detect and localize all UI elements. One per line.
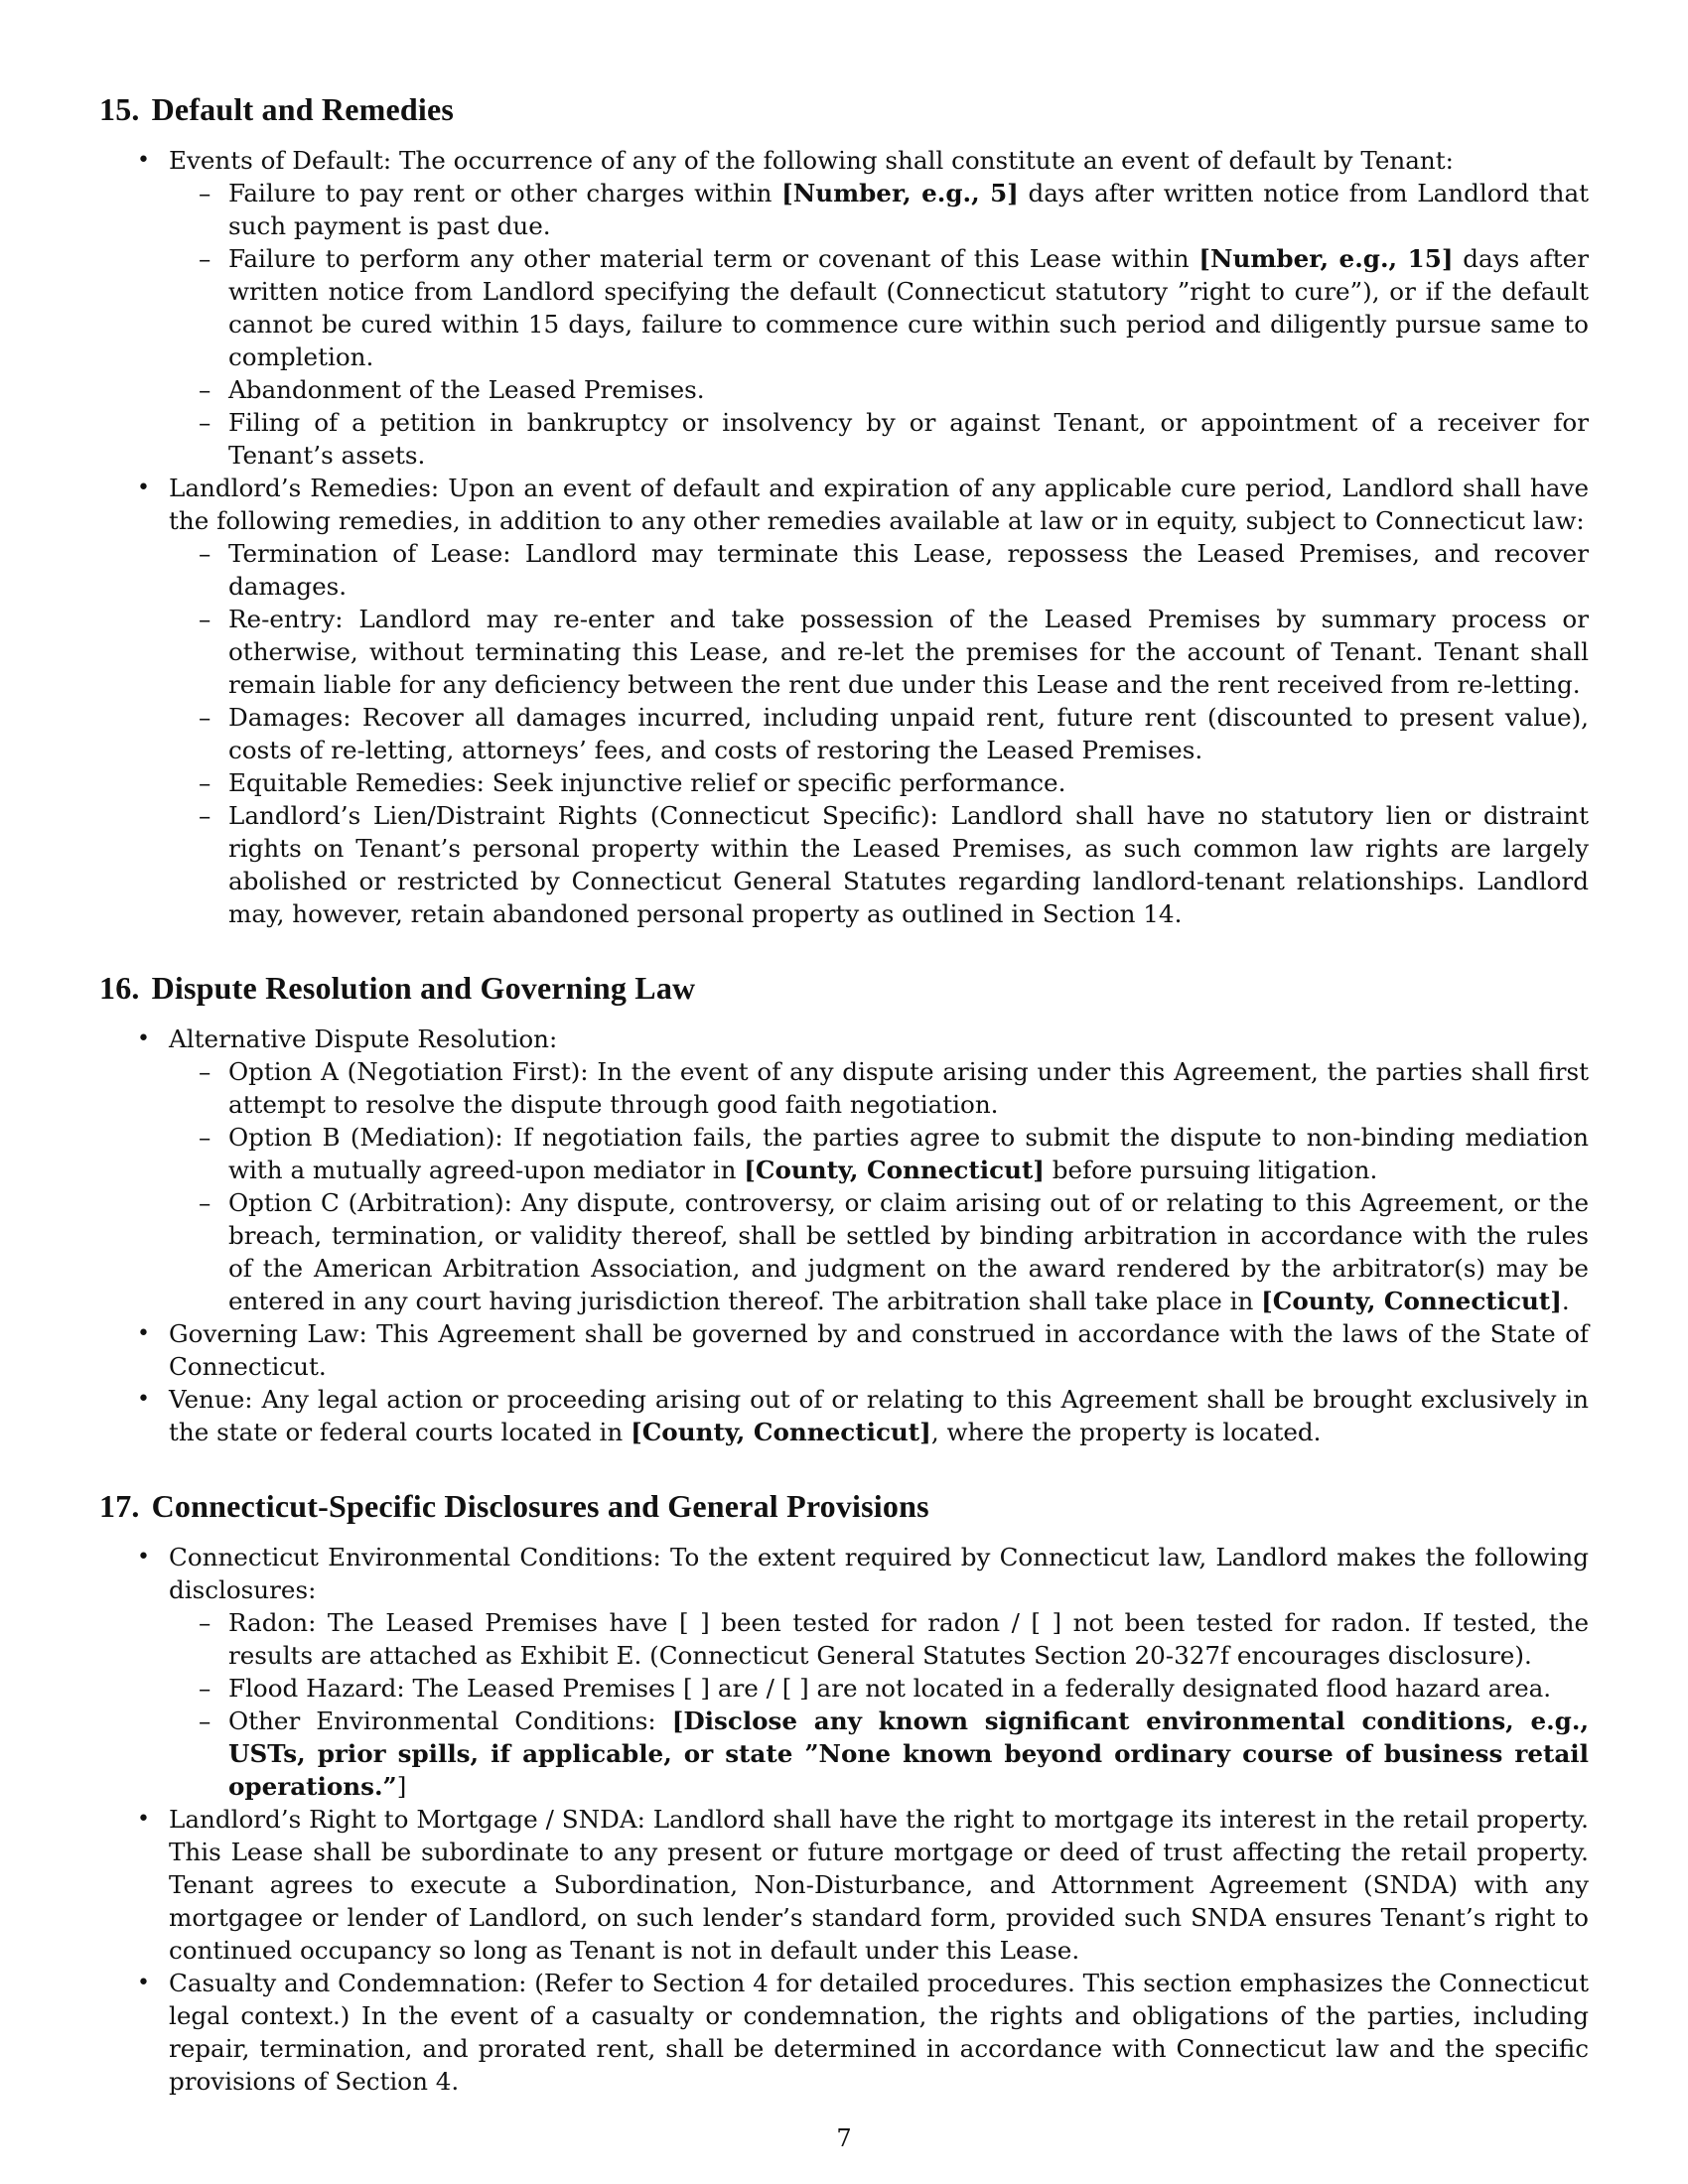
section-16 — [99, 970, 1589, 1448]
sub-list-item: – Option A (Negotiation First): In the event of any dispute arising under this Agreement, the parties shall first attempt to resolve the dispute through good faith negotiation. — [169, 1055, 1589, 1121]
list-item: • Connecticut Environmental Conditions: To the extent required by Connecticut law, Landlord makes the following disclosures: – Radon: The Leased Premises have [ ] been tested for radon / [ ] not been tested for radon. If tested, the results are attached as Exhibit E. (Connecticut General Statutes Section 20-327f encourages disclosure). – Flood Hazard: The Leased Premises [ ] are / [ ] are not located in a federally designated flood hazard area. – Other Environmental Conditions: [Disclose any known significant environmental conditions, e.g., USTs, prior spills, if applicable, or state ”None known beyond ordinary course of business retail operations.”] — [99, 1541, 1589, 1803]
list-item: • Events of Default: The occurrence of any of the following shall constitute an event of default by Tenant: – Failure to pay rent or other charges within [Number, e.g., 5] days after written notice from Landlord that such payment is past due. – Failure to perform any other material term or covenant of this Lease within [Number, e.g., 15] days after written notice from Landlord specifying the default (Connecticut statutory ”right to cure”), or if the default cannot be cured within 15 days, failure to commence cure within such period and diligently pursue same to completion. – Abandonment of the Leased Premises. – Filing of a petition in bankruptcy or insolvency by or against Tenant, or appointment of a receiver for Tenant’s assets. — [99, 144, 1589, 472]
list-item: • Casualty and Condemnation: (Refer to Section 4 for detailed procedures. This section emphasizes the Connecticut legal context.) In the event of a casualty or condemnation, the rights and obligations of the parties, including repair, termination, and prorated rent, shall be determined in accordance with Connecticut law and the specific provisions of Section 4. — [99, 1967, 1589, 2098]
sub-list-item: – Termination of Lease: Landlord may terminate this Lease, repossess the Leased Premises, and recover damages. — [169, 537, 1589, 603]
sub-list-item: – Option B (Mediation): If negotiation fails, the parties agree to submit the dispute to non-binding mediation with a mutually agreed-upon mediator in [County, Connecticut] before pursuing litigation. — [169, 1121, 1589, 1186]
sub-list-item: – Damages: Recover all damages incurred, including unpaid rent, future rent (discounted to present value), costs of re-letting, attorneys’ fees, and costs of restoring the Leased Premises. — [169, 701, 1589, 766]
section-heading: 15. Default and Remedies — [99, 91, 455, 127]
sub-list-item: – Failure to perform any other material term or covenant of this Lease within [Number, e.g., 15] days after written notice from Landlord specifying the default (Connecticut statutory ”right to cure”), or if the default cannot be cured within 15 days, failure to commence cure within such period and diligently pursue same to completion. — [169, 242, 1589, 373]
list-item: • Alternative Dispute Resolution: – Option A (Negotiation First): In the event of any dispute arising under this Agreement, the parties shall first attempt to resolve the dispute through good faith negotiation. – Option B (Mediation): If negotiation fails, the parties agree to submit the dispute to non-binding mediation with a mutually agreed-upon mediator in [County, Connecticut] before pursuing litigation. – Option C (Arbitration): Any dispute, controversy, or claim arising out of or relating to this Agreement, or the breach, termination, or validity thereof, shall be settled by binding arbitration in accordance with the rules of the American Arbitration Association, and judgment on the award rendered by the arbitrator(s) may be entered in any court having jurisdiction thereof. The arbitration shall take place in [County, Connecticut]. — [99, 1023, 1589, 1317]
sub-list-item: – Option C (Arbitration): Any dispute, controversy, or claim arising out of or relating to this Agreement, or the breach, termination, or validity thereof, shall be settled by binding arbitration in accordance with the rules of the American Arbitration Association, and judgment on the award rendered by the arbitrator(s) may be entered in any court having jurisdiction thereof. The arbitration shall take place in [County, Connecticut]. — [169, 1186, 1589, 1317]
sub-list-item: – Landlord’s Lien/Distraint Rights (Connecticut Specific): Landlord shall have no statutory lien or distraint rights on Tenant’s personal property within the Leased Premises, as such common law rights are largely abolished or restricted by Connecticut General Statutes regarding landlord-tenant relationships. Landlord may, however, retain abandoned personal property as outlined in Section 14. — [169, 799, 1589, 930]
sub-list-item: – Flood Hazard: The Leased Premises [ ] are / [ ] are not located in a federally designated flood hazard area. — [169, 1672, 1589, 1705]
sub-list-item: – Equitable Remedies: Seek injunctive relief or specific performance. — [169, 766, 1589, 799]
sub-list-item: – Filing of a petition in bankruptcy or insolvency by or against Tenant, or appointment of a receiver for Tenant’s assets. — [169, 406, 1589, 472]
sub-list-item: – Re-entry: Landlord may re-enter and take possession of the Leased Premises by summary process or otherwise, without terminating this Lease, and re-let the premises for the account of Tenant. Tenant shall remain liable for any deficiency between the rent due under this Lease and the rent received from re-letting. — [169, 603, 1589, 701]
section-17 — [99, 1488, 1589, 2098]
list-item: • Landlord’s Remedies: Upon an event of default and expiration of any applicable cure period, Landlord shall have the following remedies, in addition to any other remedies available at law or in equity, subject to Connecticut law: – Termination of Lease: Landlord may terminate this Lease, repossess the Leased Premises, and recover damages. – Re-entry: Landlord may re-enter and take possession of the Leased Premises by summary process or otherwise, without terminating this Lease, and re-let the premises for the account of Tenant. Tenant shall remain liable for any deficiency between the rent due under this Lease and the rent received from re-letting. – Damages: Recover all damages incurred, including unpaid rent, future rent (discounted to present value), costs of re-letting, attorneys’ fees, and costs of restoring the Leased Premises. – Equitable Remedies: Seek injunctive relief or specific performance. – Landlord’s Lien/Distraint Rights (Connecticut Specific): Landlord shall have no statutory lien or distraint rights on Tenant’s personal property within the Leased Premises, as such common law rights are largely abolished or restricted by Connecticut General Statutes regarding landlord-tenant relationships. Landlord may, however, retain abandoned personal property as outlined in Section 14. — [99, 472, 1589, 930]
page-number: 7 — [836, 2124, 852, 2152]
sub-list-item: – Other Environmental Conditions: [Disclose any known significant environmental conditions, e.g., USTs, prior spills, if applicable, or state ”None known beyond ordinary course of business retail operations.”] — [169, 1705, 1589, 1803]
list-item: • Governing Law: This Agreement shall be governed by and construed in accordance with the laws of the State of Connecticut. — [99, 1317, 1589, 1383]
document-page — [99, 91, 1589, 2137]
section-15 — [99, 91, 1589, 930]
section-heading: 17. Connecticut-Specific Disclosures and General Provisions — [99, 1488, 929, 1524]
section-heading: 16. Dispute Resolution and Governing Law — [99, 970, 696, 1006]
list-item: • Venue: Any legal action or proceeding arising out of or relating to this Agreement shall be brought exclusively in the state or federal courts located in [County, Connecticut], where the property is located. — [99, 1383, 1589, 1448]
list-item: • Landlord’s Right to Mortgage / SNDA: Landlord shall have the right to mortgage its interest in the retail property. This Lease shall be subordinate to any present or future mortgage or deed of trust affecting the retail property. Tenant agrees to execute a Subordination, Non-Disturbance, and Attornment Agreement (SNDA) with any mortgagee or lender of Landlord, on such lender’s standard form, provided such SNDA ensures Tenant’s right to continued occupancy so long as Tenant is not in default under this Lease. — [99, 1803, 1589, 1967]
sub-list-item: – Abandonment of the Leased Premises. — [169, 373, 1589, 406]
sub-list-item: – Radon: The Leased Premises have [ ] been tested for radon / [ ] not been tested for radon. If tested, the results are attached as Exhibit E. (Connecticut General Statutes Section 20-327f encourages disclosure). — [169, 1606, 1589, 1672]
sub-list-item: – Failure to pay rent or other charges within [Number, e.g., 5] days after written notice from Landlord that such payment is past due. — [169, 177, 1589, 242]
